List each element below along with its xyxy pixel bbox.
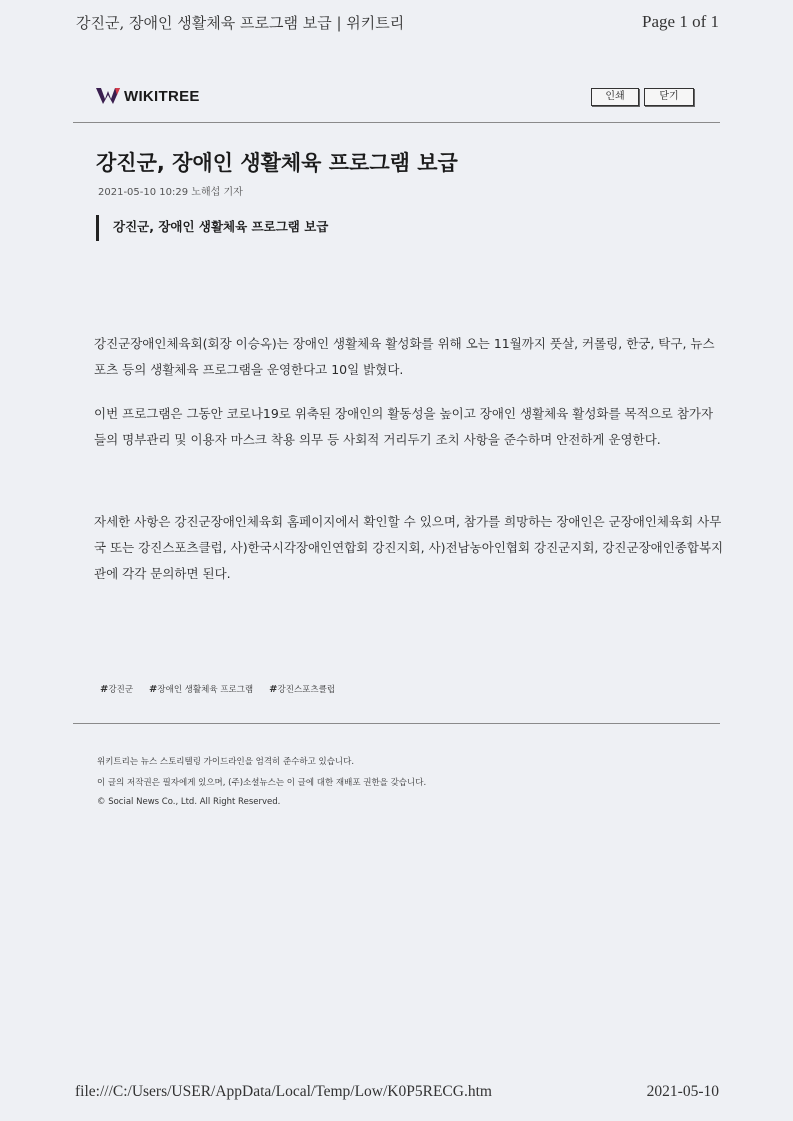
rights-notice: © Social News Co., Ltd. All Right Reserved. — [97, 797, 281, 807]
article-subtitle: 강진군, 장애인 생활체육 프로그램 보급 — [96, 215, 328, 241]
print-button[interactable]: 인쇄 — [591, 88, 639, 106]
tag-list — [100, 683, 335, 695]
article-title: 강진군, 장애인 생활체육 프로그램 보급 — [96, 151, 458, 175]
hash-symbol: # — [269, 684, 278, 695]
action-buttons — [591, 88, 694, 106]
footer-date: 2021-05-10 — [646, 1083, 719, 1100]
tag-label: 장애인 생활체육 프로그램 — [157, 685, 254, 695]
top-divider — [73, 122, 720, 123]
article-meta: 2021-05-10 10:29 노해섭 기자 — [98, 187, 243, 198]
hash-symbol: # — [100, 684, 109, 695]
tag-item[interactable] — [269, 683, 335, 695]
article-paragraph: 이번 프로그램은 그동안 코로나19로 위축된 장애인의 활동성을 높이고 장애인 생활체육 활성화를 목적으로 참가자들의 명부관리 및 이용자 마스크 착용 의무 등 사회적 거리두기 조치 사항을 준수하며 안전하게 운영한다. — [94, 406, 714, 447]
copyright-notice: 이 글의 저작권은 필자에게 있으며, (주)소셜뉴스는 이 글에 대한 재배포 권한을 갖습니다. — [97, 778, 427, 788]
page-info: Page 1 of 1 — [642, 12, 719, 31]
tag-item[interactable] — [149, 683, 253, 695]
document-title: 강진군, 장애인 생활체육 프로그램 보급 | 위키트리 — [76, 14, 405, 32]
close-button[interactable]: 닫기 — [644, 88, 694, 106]
article-paragraph: 강진군장애인체육회(회장 이승옥)는 장애인 생활체육 활성화를 위해 오는 11월까지 풋살, 커롤링, 한궁, 탁구, 뉴스포츠 등의 생활체육 프로그램을 운영한다고 10일 밝혔다. — [94, 336, 715, 377]
guideline-notice: 위키트리는 뉴스 스토리텔링 가이드라인을 엄격히 준수하고 있습니다. — [97, 757, 355, 767]
hash-symbol: # — [149, 684, 158, 695]
tag-item[interactable] — [100, 683, 133, 695]
article-paragraph: 자세한 사항은 강진군장애인체육회 홈페이지에서 확인할 수 있으며, 참가를 희망하는 장애인은 군장애인체육회 사무국 또는 강진스포츠클럽, 사)한국시각장애인연합회 강진지회, 사)전남농아인협회 강진군지회, 강진군장애인종합복지관에 각각 문의하면 된다. — [94, 514, 724, 581]
bottom-divider — [73, 723, 720, 724]
tag-label: 강진스포츠클럽 — [277, 685, 336, 695]
logo-text: WIKITREE — [124, 87, 200, 105]
tag-label: 강진군 — [108, 685, 134, 695]
footer-url: file:///C:/Users/USER/AppData/Local/Temp/Low/K0P5RECG.htm — [75, 1083, 492, 1100]
wikitree-logo[interactable] — [96, 86, 200, 106]
wikitree-logo-icon — [96, 88, 120, 104]
